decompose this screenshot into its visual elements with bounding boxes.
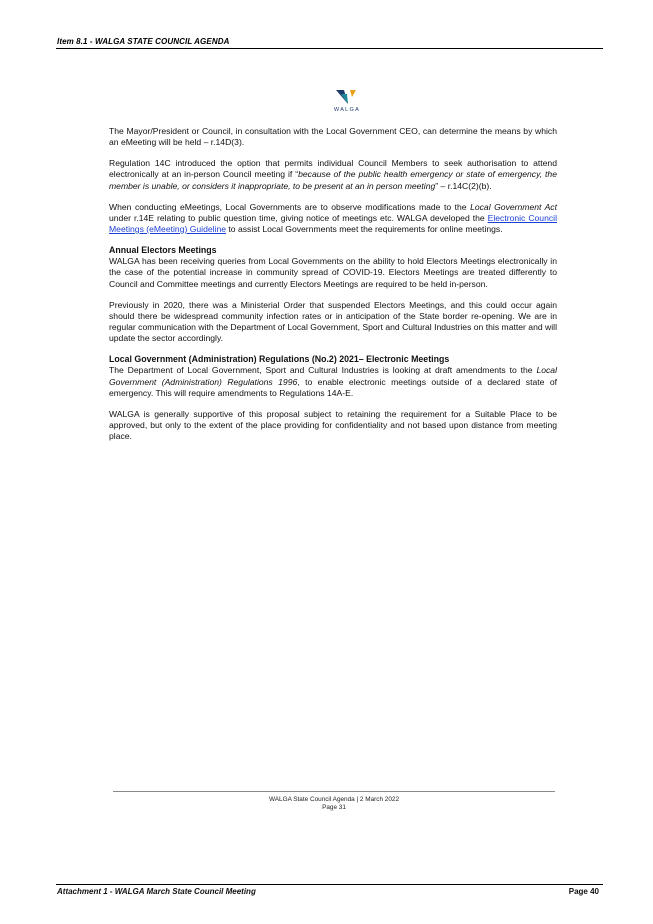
text-span: to assist Local Governments meet the requirements for online meetings.	[226, 224, 503, 235]
inner-footer-divider	[113, 791, 555, 792]
text-span: under r.14E relating to public question time, giving notice of meetings etc. WALGA developed the	[109, 212, 488, 223]
footer-attachment-title: Attachment 1 - WALGA March State Council Meeting	[57, 887, 256, 896]
paragraph-electors-2: Previously in 2020, there was a Ministerial Order that suspended Electors Meetings, and this could occur again should there be widespread community infection rates or in anticipation of the State border re-opening. We are in regular communication with the Department of Local Government, Sport and Cultural Industries on this matter and will update the sector accordingly.	[109, 299, 557, 344]
footer-divider	[56, 884, 603, 885]
emeeting-guideline-link[interactable]: Electronic Council Meetings (eMeeting) Guideline	[109, 212, 557, 235]
regulation-italic: Local Government (Administration) Regulations 1996	[109, 365, 557, 387]
inner-footer	[113, 796, 555, 813]
page-header-title: Item 8.1 - WALGA STATE COUNCIL AGENDA	[57, 37, 230, 46]
paragraph-regulations-2: WALGA is generally supportive of this proposal subject to retaining the requirement for a Suitable Place to be approved, but only to the extent of the place providing for confidentiality and not based upon distance from meeting place.	[109, 408, 557, 442]
text-span: When conducting eMeetings, Local Governments are to observe modifications made to the	[109, 201, 471, 212]
footer-page-number: Page 40	[568, 887, 599, 896]
text-span: , to enable electronic meetings outside of a declared state of emergency. This will require amendments to Regulations 14A-E.	[109, 376, 557, 398]
text-span: Regulation 14C introduced the option that permits individual Council Members to seek authorisation to attend electronically at an in-person Council meeting if “	[109, 158, 557, 180]
text-span: ” – r.14C(2)(b).	[435, 180, 492, 191]
document-body	[109, 126, 557, 452]
paragraph-regulations-1	[109, 365, 557, 399]
walga-logo-icon	[335, 88, 359, 106]
act-italic: Local Government Act	[470, 201, 557, 212]
paragraph-mayor-ceo: The Mayor/President or Council, in consultation with the Local Government CEO, can determine the means by which an eMeeting will be held – r.14D(3).	[109, 126, 557, 148]
heading-regulations: Local Government (Administration) Regulations (No.2) 2021– Electronic Meetings	[109, 354, 450, 365]
logo-text: WALGA	[333, 107, 361, 113]
walga-logo	[331, 88, 363, 118]
inner-footer-agenda: WALGA State Council Agenda | 2 March 2022	[268, 796, 400, 803]
paragraph-regulation-14c	[109, 158, 557, 192]
quote-italic: because of the public health emergency or state of emergency, the member is unable, or considers it inappropriate, to be present at an in person meeting	[109, 169, 557, 191]
inner-footer-page: Page 31	[322, 804, 346, 812]
header-divider	[56, 48, 603, 49]
paragraph-emeetings	[109, 202, 557, 236]
text-span: The Department of Local Government, Sport and Cultural Industries is looking at draft amendments to the	[109, 365, 537, 376]
paragraph-electors-1: WALGA has been receiving queries from Local Governments on the ability to hold Electors Meetings electronically in the case of the potential increase in community spread of COVID-19. Electors Meetings are treated differently to Council and Committee meetings and currently Electors Meetings are required to be held in-person.	[109, 256, 557, 289]
heading-annual-electors: Annual Electors Meetings	[109, 245, 217, 256]
